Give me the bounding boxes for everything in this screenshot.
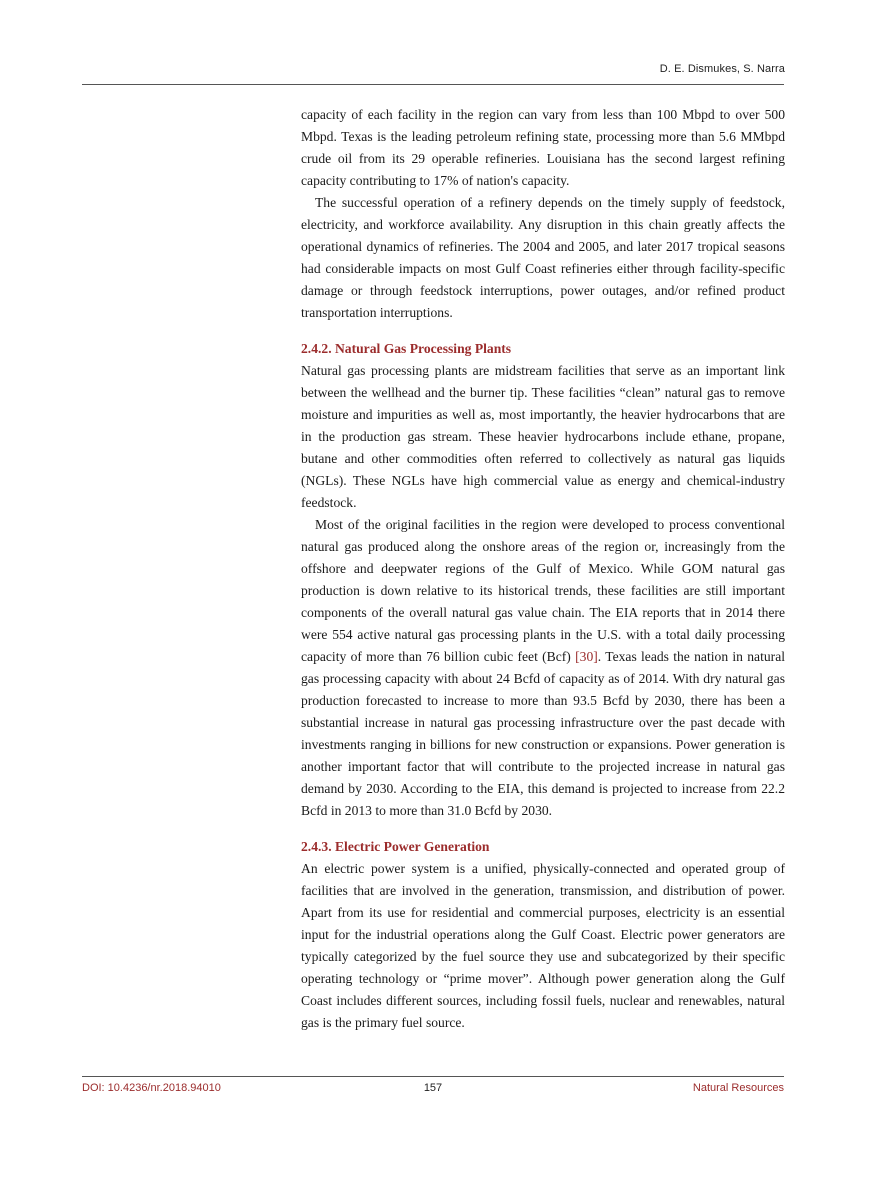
paragraph-text: . Texas leads the nation in natural gas processing capacity with about 24 Bcfd of capacity as of 2014. With dry natural gas production forecasted to increase to more than 93.5 Bcfd by 2030, there has been a substantial increase in natural gas processing infrastructure over the past decade with investments ranging in billions for new construction or expansions. Power generation is another important factor that will contribute to the projected increase in natural gas demand by 2030. According to the EIA, this demand is projected to increase from 22.2 Bcfd in 2013 to more than 31.0 Bcfd by 2030. [301,649,786,818]
section-heading: 2.4.2. Natural Gas Processing Plants [301,341,512,356]
citation-link[interactable]: [30] [575,649,598,664]
journal-name: Natural Resources [692,1082,784,1094]
doi-link[interactable]: DOI: 10.4236/nr.2018.94010 [82,1082,221,1094]
page-number: 157 [423,1082,443,1094]
paragraph: An electric power system is a unified, physically-connected and operated group of facilities that are involved in the generation, transmission, and distribution of power. Apart from its use for residential and commercial purposes, electricity is an essential input for the industrial operations along the Gulf Coast. Electric power generators are typically categorized by the fuel source they use and subcategorized by their specific operating technology or “prime mover”. Although power generation along the Gulf Coast includes different sources, including fossil fuels, nuclear and renewables, natural gas is the primary fuel source. [301,861,785,1030]
body-column [301,104,785,1034]
paragraph-text: Most of the original facilities in the region were developed to process conventional natural gas produced along the onshore areas of the region or, increasingly from the offshore and deepwater regions of the Gulf of Mexico. While GOM natural gas production is down relative to its historical trends, these facilities are still important components of the overall natural gas value chain. The EIA reports that in 2014 there were 554 active natural gas processing plants in the U.S. with a total daily processing capacity of more than 76 billion cubic feet (Bcf) [301,517,785,664]
footer-rule [82,1076,784,1077]
paragraph [301,514,785,822]
page-footer [82,1082,784,1098]
paragraph: Natural gas processing plants are midstream facilities that serve as an important link between the wellhead and the burner tip. These facilities “clean” natural gas to remove moisture and impurities as well as, most importantly, the heavier hydrocarbons that are in the production gas stream. These heavier hydrocarbons include ethane, propane, butane and other commodities often referred to collectively as natural gas liquids (NGLs). These NGLs have high commercial value as energy and chemical-industry feedstock. [301,363,785,510]
running-head-authors: D. E. Dismukes, S. Narra [659,63,785,75]
paragraph: capacity of each facility in the region can vary from less than 100 Mbpd to over 500 Mbpd. Texas is the leading petroleum refining state, processing more than 5.6 MMbpd crude oil from its 29 operable refineries. Louisiana has the second largest refining capacity contributing to 17% of nation's capacity. [301,107,785,188]
section-heading: 2.4.3. Electric Power Generation [301,839,490,854]
header-rule [82,84,784,85]
paragraph: The successful operation of a refinery depends on the timely supply of feedstock, electricity, and workforce availability. Any disruption in this chain greatly affects the operational dynamics of refineries. The 2004 and 2005, and later 2017 tropical seasons had considerable impacts on most Gulf Coast refineries either through facility-specific damage or through feedstock interruptions, power outages, and/or refined product transportation interruptions. [301,195,785,320]
